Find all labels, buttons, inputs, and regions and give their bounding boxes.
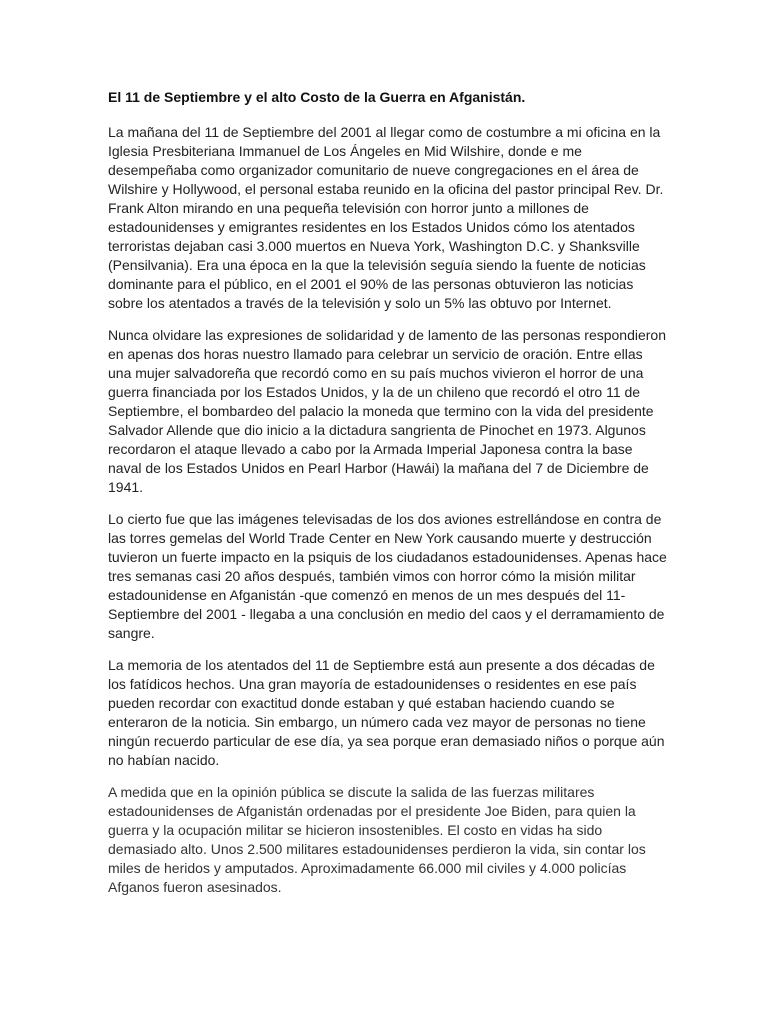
paragraph-2: Nunca olvidare las expresiones de solidaridad y de lamento de las personas respondieron en apenas dos horas nuestro llamado para celebrar un servicio de oración. Entre ellas una mujer salvadoreña que recordó como en su país muchos vivieron el horror de una guerra financiada por los Estados Unidos, y la de un chileno que recordó el otro 11 de Septiembre, el bombardeo del palacio la moneda que termino con la vida del presidente Salvador Allende que dio inicio a la dictadura sangrienta de Pinochet en 1973. Algunos recordaron el ataque llevado a cabo por la Armada Imperial Japonesa contra la base naval de los Estados Unidos en Pearl Harbor (Hawái) la mañana del 7 de Diciembre de 1941.: [108, 327, 667, 495]
document-title: El 11 de Septiembre y el alto Costo de la Guerra en Afganistán.: [108, 89, 526, 105]
document-body: [108, 88, 668, 897]
paragraph-4: La memoria de los atentados del 11 de Septiembre está aun presente a dos décadas de los fatídicos hechos. Una gran mayoría de estadounidenses o residentes en ese país pueden recordar con exactitud donde estaban y qué estaban haciendo cuando se enteraron de la noticia. Sin embargo, un número cada vez mayor de personas no tiene ningún recuerdo particular de ese día, ya sea porque eran demasiado niños o porque aún no habían nacido.: [108, 657, 665, 768]
paragraph-5: A medida que en la opinión pública se discute la salida de las fuerzas militares estadounidenses de Afganistán ordenadas por el presidente Joe Biden, para quien la guerra y la ocupación militar se hicieron insostenibles. El costo en vidas ha sido demasiado alto. Unos 2.500 militares estadounidenses perdieron la vida, sin contar los miles de heridos y amputados. Aproximadamente 66.000 mil civiles y 4.000 policías Afganos fueron asesinados.: [108, 784, 646, 895]
paragraph-3: Lo cierto fue que las imágenes televisadas de los dos aviones estrellándose en contra de las torres gemelas del World Trade Center en New York causando muerte y destrucción tuvieron un fuerte impacto en la psiquis de los ciudadanos estadounidenses. Apenas hace tres semanas casi 20 años después, también vimos con horror cómo la misión militar estadounidense en Afganistán -que comenzó en menos de un mes después del 11-Septiembre del 2001 - llegaba a una conclusión en medio del caos y el derramamiento de sangre.: [108, 511, 667, 641]
paragraph-1: La mañana del 11 de Septiembre del 2001 al llegar como de costumbre a mi oficina en la Iglesia Presbiteriana Immanuel de Los Ángeles en Mid Wilshire, donde e me desempeñaba como organizador comunitario de nueve congregaciones en el área de Wilshire y Hollywood, el personal estaba reunido en la oficina del pastor principal Rev. Dr. Frank Alton mirando en una pequeña televisión con horror junto a millones de estadounidenses y emigrantes residentes en los Estados Unidos cómo los atentados terroristas dejaban casi 3.000 muertos en Nueva York, Washington D.C. y Shanksville (Pensilvania). Era una época en la que la televisión seguía siendo la fuente de noticias dominante para el público, en el 2001 el 90% de las personas obtuvieron las noticias sobre los atentados a través de la televisión y solo un 5% las obtuvo por Internet.: [108, 124, 664, 311]
